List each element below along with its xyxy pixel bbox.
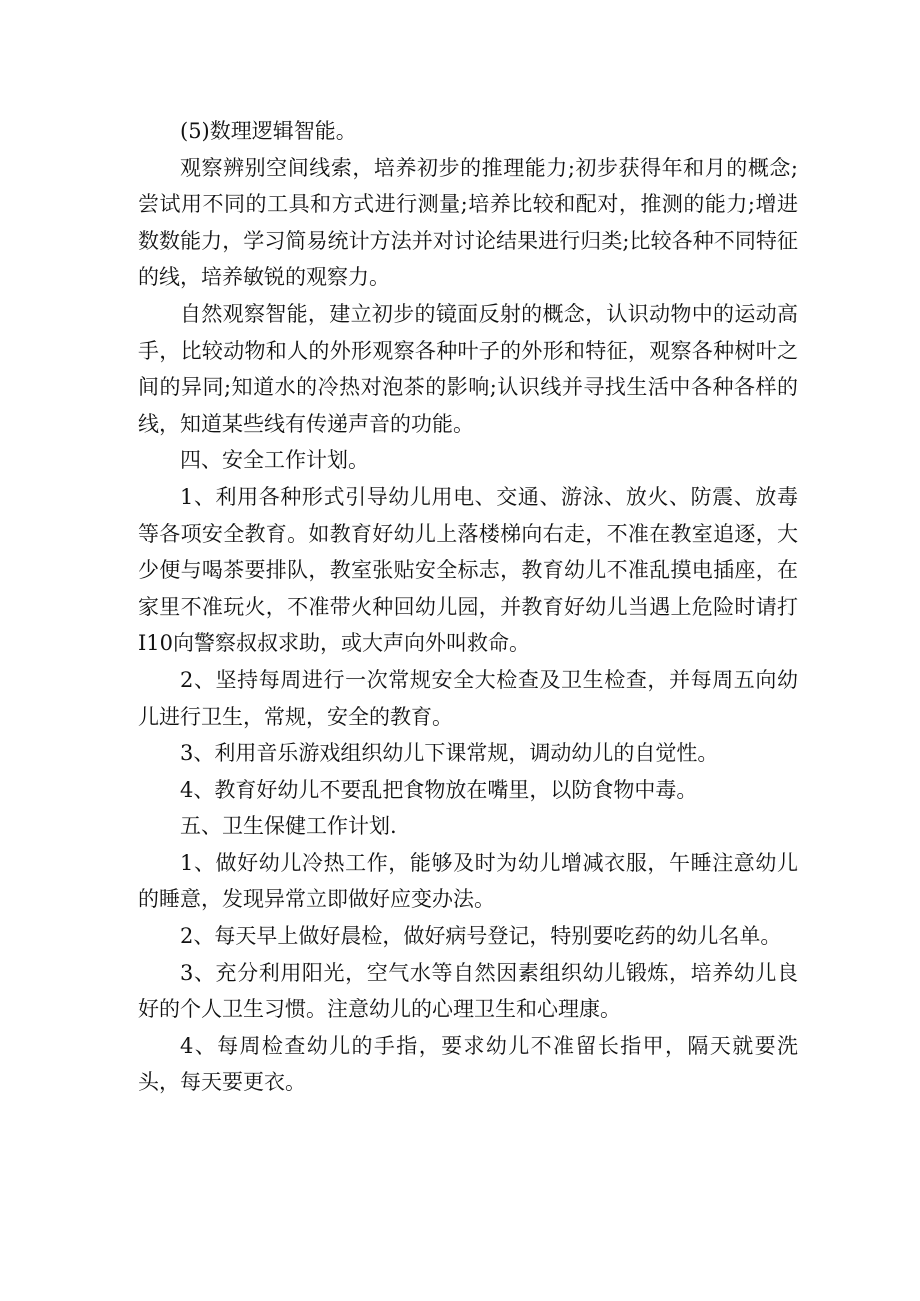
paragraph-nature-intelligence: 自然观察智能，建立初步的镜面反射的概念，认识动物中的运动高手，比较动物和人的外形观察各种叶子的外形和特征，观察各种树叶之间的异同;知道水的冷热对泡茶的影响;认识线并寻找生活中各种各样的线，知道某些线有传递声音的功能。: [138, 301, 798, 436]
document-page: [138, 113, 798, 1101]
paragraph-health-item-3: 3、充分利用阳光，空气水等自然因素组织幼儿锻炼，培养幼儿良好的个人卫生习惯。注意幼儿的心理卫生和心理康。: [138, 960, 798, 1022]
paragraph-safety-item-3: 3、利用音乐游戏组织幼儿下课常规，调动幼儿的自觉性。: [180, 741, 719, 766]
section-heading-safety-plan: 四、安全工作计划。: [180, 448, 369, 473]
section-heading-health-plan: 五、卫生保健工作计划.: [180, 814, 397, 839]
paragraph-health-item-4: 4、每周检查幼儿的手指，要求幼儿不准留长指甲，隔天就要洗头，每天要更衣。: [138, 1033, 798, 1095]
paragraph-health-item-1: 1、做好幼儿冷热工作，能够及时为幼儿增减衣服，午睡注意幼儿的睡意，发现异常立即做好应变办法。: [138, 850, 798, 912]
paragraph-safety-item-4: 4、教育好幼儿不要乱把食物放在嘴里，以防食物中毒。: [180, 777, 698, 802]
paragraph-safety-item-2: 2、坚持每周进行一次常规安全大检查及卫生检查，并每周五向幼儿进行卫生，常规，安全的教育。: [138, 667, 798, 729]
paragraph-logic-intelligence-heading: (5)数理逻辑智能。: [180, 119, 357, 143]
paragraph-health-item-2: 2、每天早上做好晨检，做好病号登记，特别要吃药的幼儿名单。: [180, 924, 782, 949]
paragraph-logic-intelligence-body: 观察辨别空间线索，培养初步的推理能力;初步获得年和月的概念;尝试用不同的工具和方式进行测量;培养比较和配对，推测的能力;增进数数能力，学习简易统计方法并对讨论结果进行归类;比较各种不同特征的线，培养敏锐的观察力。: [138, 155, 798, 290]
paragraph-safety-item-1: 1、利用各种形式引导幼儿用电、交通、游泳、放火、防震、放毒等各项安全教育。如教育好幼儿上落楼梯向右走，不准在教室追逐，大少便与喝茶要排队，教室张贴安全标志，教育幼儿不准乱摸电插座，在家里不准玩火，不准带火种回幼儿园，并教育好幼儿当遇上危险时请打I10向警察叔叔求助，或大声向外叫救命。: [138, 484, 798, 656]
